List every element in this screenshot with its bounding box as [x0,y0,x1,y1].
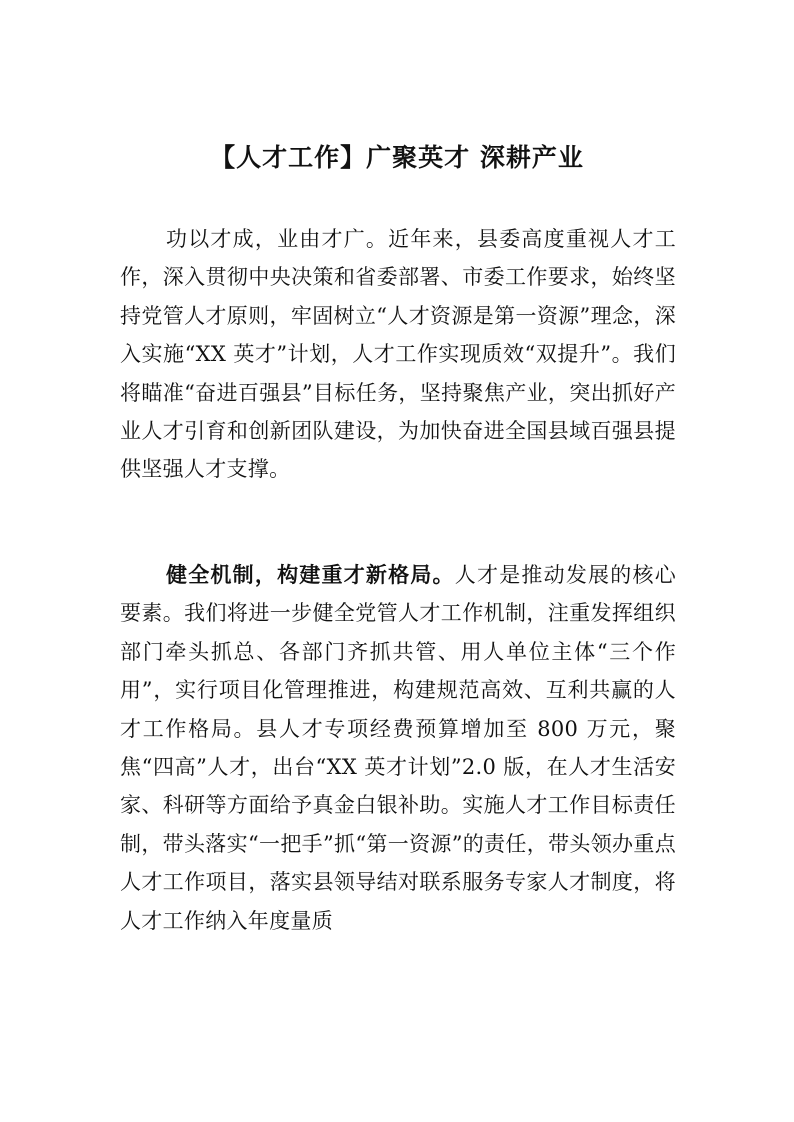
paragraph-body: 人才是推动发展的核心要素。我们将进一步健全党管人才工作机制，注重发挥组织部门牵头抓总、各部门齐抓共管、用人单位主体“三个作用”，实行项目化管理推进，构建规范高效、互利共赢的人才工作格局。县人才专项经费预算增加至 800 万元，聚焦“四高”人才，出台“XX 英才计划”2.0 版，在人才生活安家、科研等方面给予真金白银补助。实施人才工作目标责任制，带头落实“一把手”抓“第一资源”的责任，带头领办重点人才工作项目，落实县领导结对联系服务专家人才制度，将人才工作纳入年度量质 [120,563,677,933]
paragraph-mechanism [120,556,676,940]
paragraph-lead-heading: 健全机制，构建重才新格局。 [166,563,455,587]
paragraph-intro: 功以才成，业由才广。近年来，县委高度重视人才工作，深入贯彻中央决策和省委部署、市委工作要求，始终坚持党管人才原则，牢固树立“人才资源是第一资源”理念，深入实施“XX 英才”计划，人才工作实现质效“双提升”。我们将瞄准“奋进百强县”目标任务，坚持聚焦产业，突出抓好产业人才引育和创新团队建设，为加快奋进全国县域百强县提供坚强人才支撑。 [120,227,676,482]
document-title: 【人才工作】广聚英才 深耕产业 [210,143,584,172]
